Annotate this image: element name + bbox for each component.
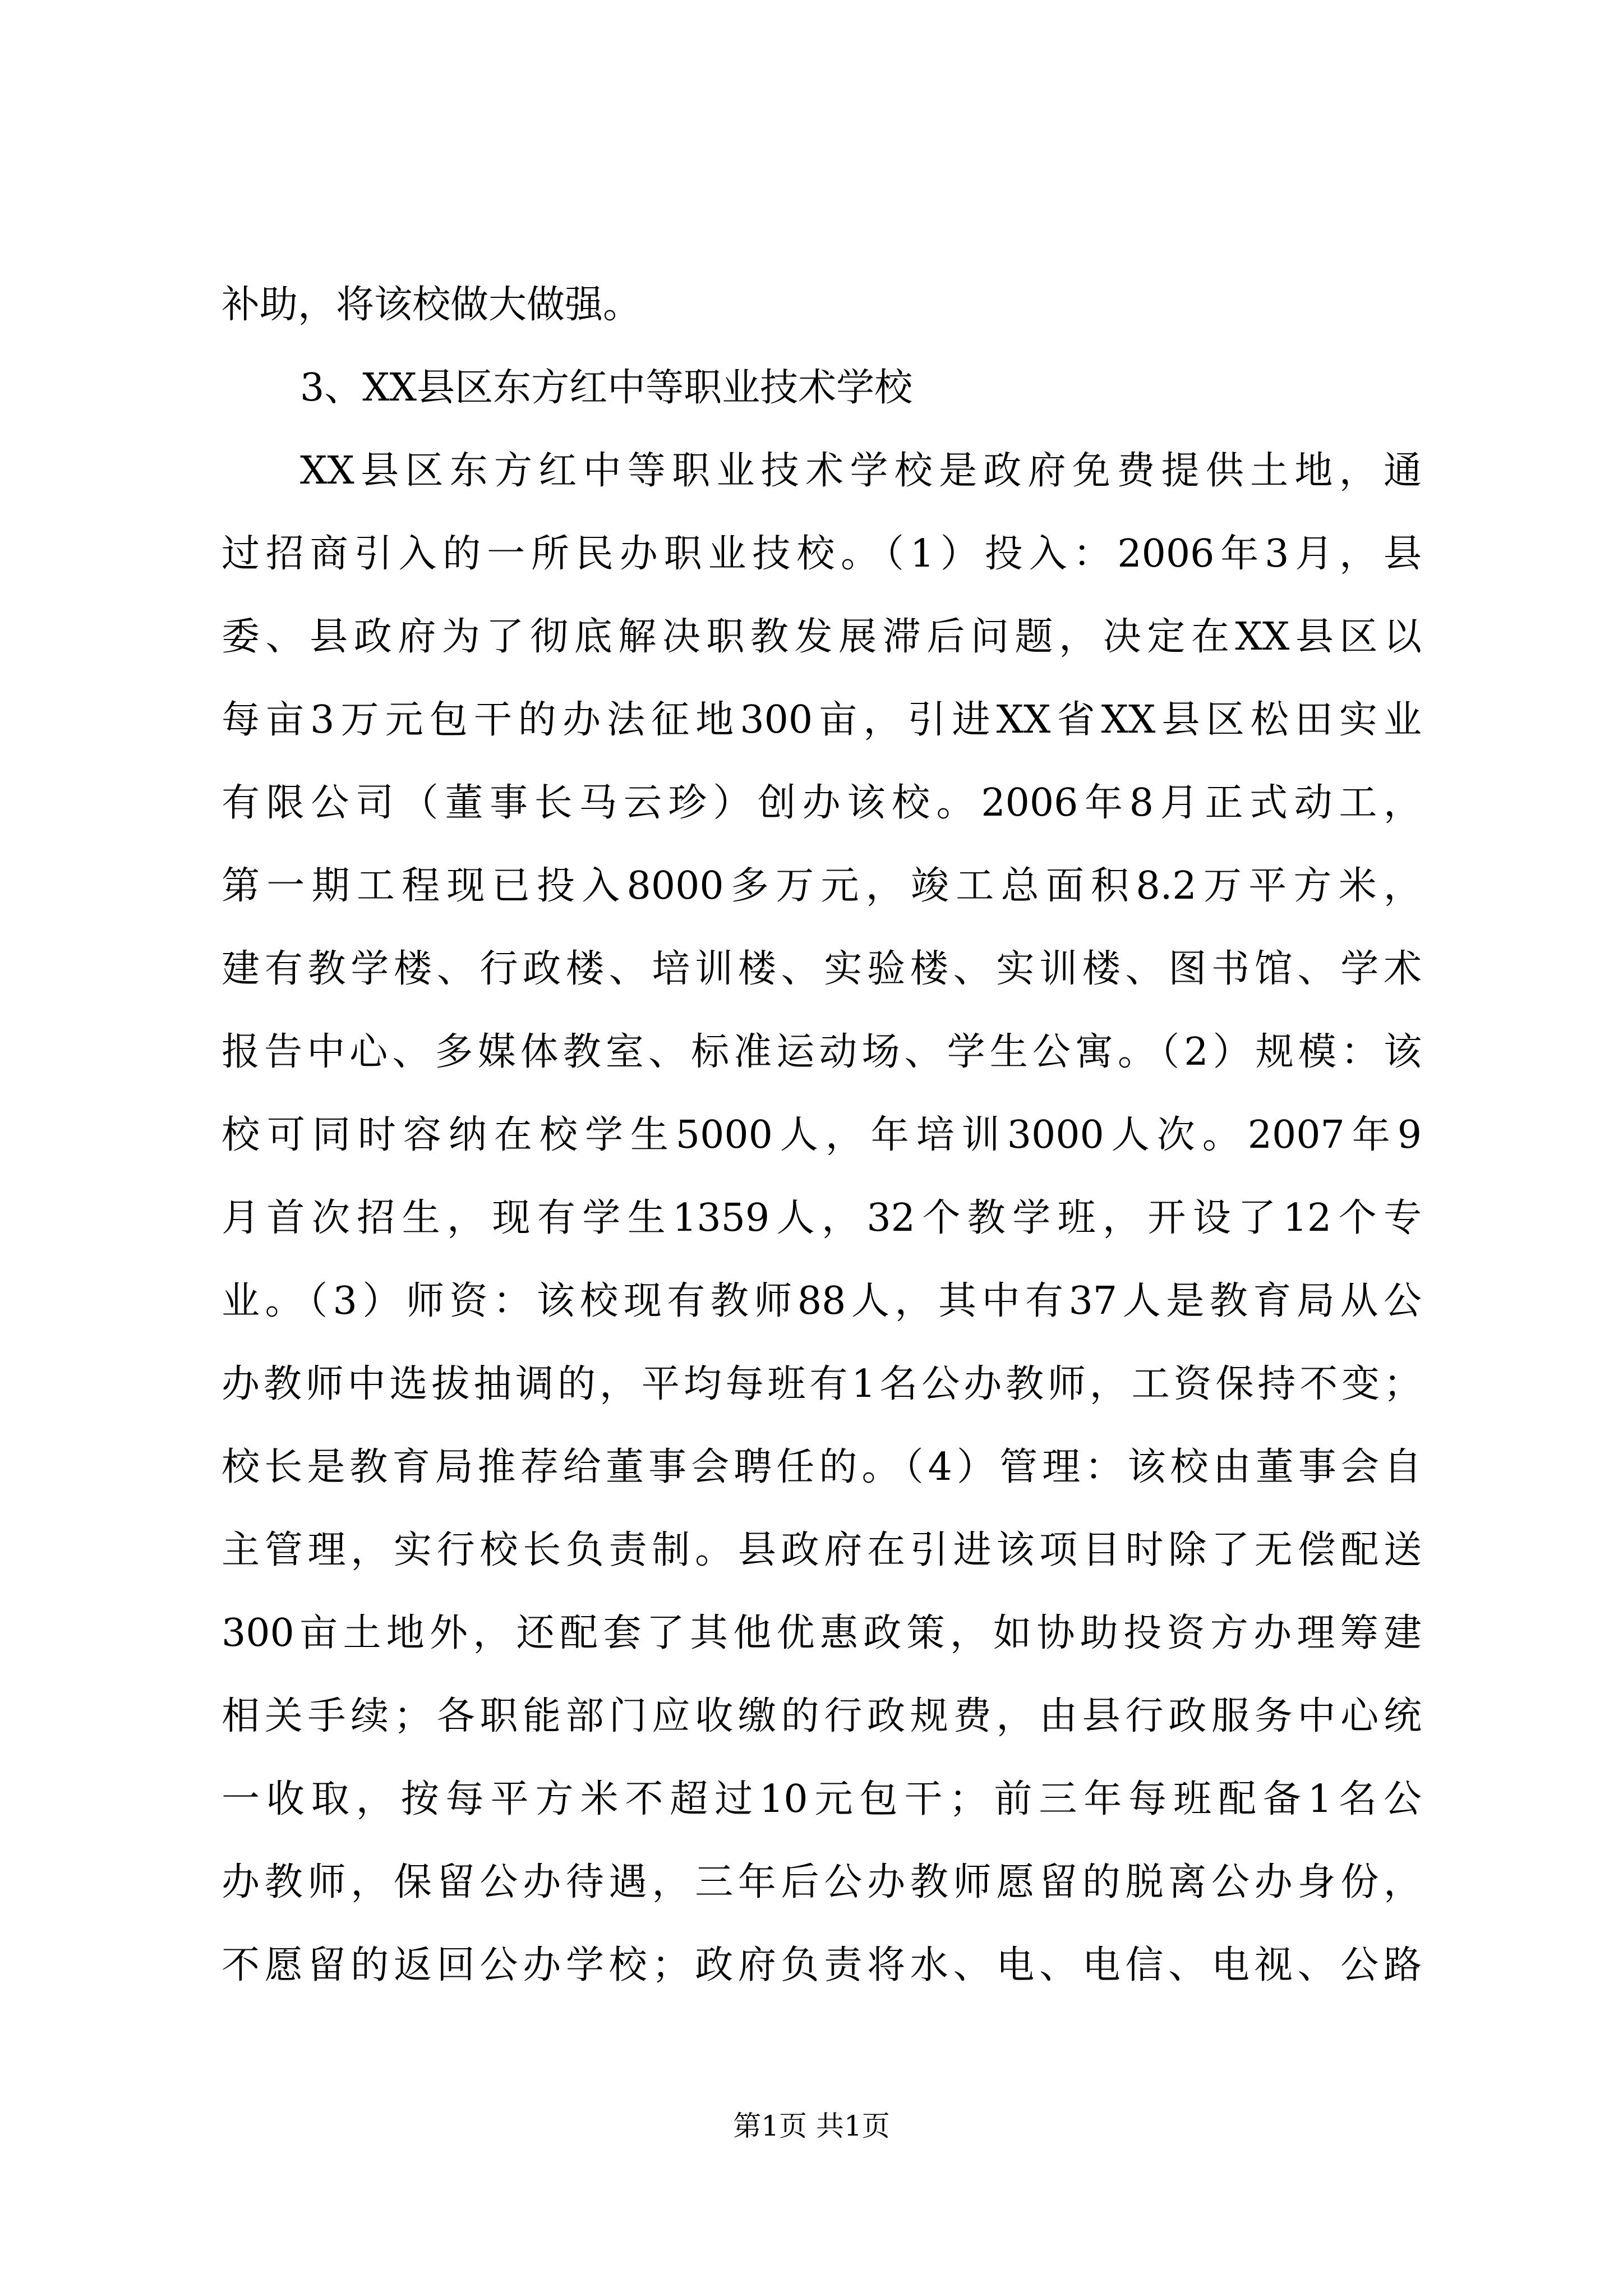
page-footer: 第1页 共1页 bbox=[733, 2110, 890, 2142]
text-line: 一收取，按每平方米不超过10元包干；前三年每班配备1名公 bbox=[222, 1777, 1422, 1821]
text-line: 办教师中选拔抽调的，平均每班有1名公办教师，工资保持不变； bbox=[222, 1362, 1422, 1406]
text-line: 过招商引入的一所民办职业技校。（1）投入：2006年3月，县 bbox=[222, 532, 1422, 576]
text-line: 每亩3万元包干的办法征地300亩，引进XX省XX县区松田实业 bbox=[222, 698, 1422, 742]
text-line: 有限公司（董事长马云珍）创办该校。2006年8月正式动工， bbox=[222, 781, 1422, 825]
text-line: 第一期工程现已投入8000多万元，竣工总面积8.2万平方米， bbox=[222, 864, 1422, 908]
text-line: 300亩土地外，还配套了其他优惠政策，如协助投资方办理筹建 bbox=[222, 1611, 1422, 1655]
text-line: 校长是教育局推荐给董事会聘任的。（4）管理：该校由董事会自 bbox=[222, 1445, 1422, 1489]
section-heading: 3、XX县区东方红中等职业技术学校 bbox=[300, 366, 913, 410]
text-line: 不愿留的返回公办学校；政府负责将水、电、电信、电视、公路 bbox=[222, 1943, 1422, 1987]
text-line: 月首次招生，现有学生1359人，32个教学班，开设了12个专 bbox=[222, 1196, 1422, 1240]
text-line: 补助，将该校做大做强。 bbox=[222, 283, 642, 327]
text-line: 办教师，保留公办待遇，三年后公办教师愿留的脱离公办身份， bbox=[222, 1860, 1422, 1904]
text-line: 建有教学楼、行政楼、培训楼、实验楼、实训楼、图书馆、学术 bbox=[222, 947, 1422, 991]
text-line: 业。（3）师资：该校现有教师88人，其中有37人是教育局从公 bbox=[222, 1279, 1422, 1323]
document-body bbox=[222, 264, 1422, 2007]
text-line: 校可同时容纳在校学生5000人，年培训3000人次。2007年9 bbox=[222, 1113, 1422, 1157]
text-line: 相关手续；各职能部门应收缴的行政规费，由县行政服务中心统 bbox=[222, 1694, 1422, 1738]
text-line: 报告中心、多媒体教室、标准运动场、学生公寓。（2）规模：该 bbox=[222, 1030, 1422, 1074]
text-line: XX县区东方红中等职业技术学校是政府免费提供土地，通 bbox=[300, 449, 1422, 493]
text-line: 委、县政府为了彻底解决职教发展滞后问题，决定在XX县区以 bbox=[222, 615, 1422, 659]
text-line: 主管理，实行校长负责制。县政府在引进该项目时除了无偿配送 bbox=[222, 1528, 1422, 1572]
